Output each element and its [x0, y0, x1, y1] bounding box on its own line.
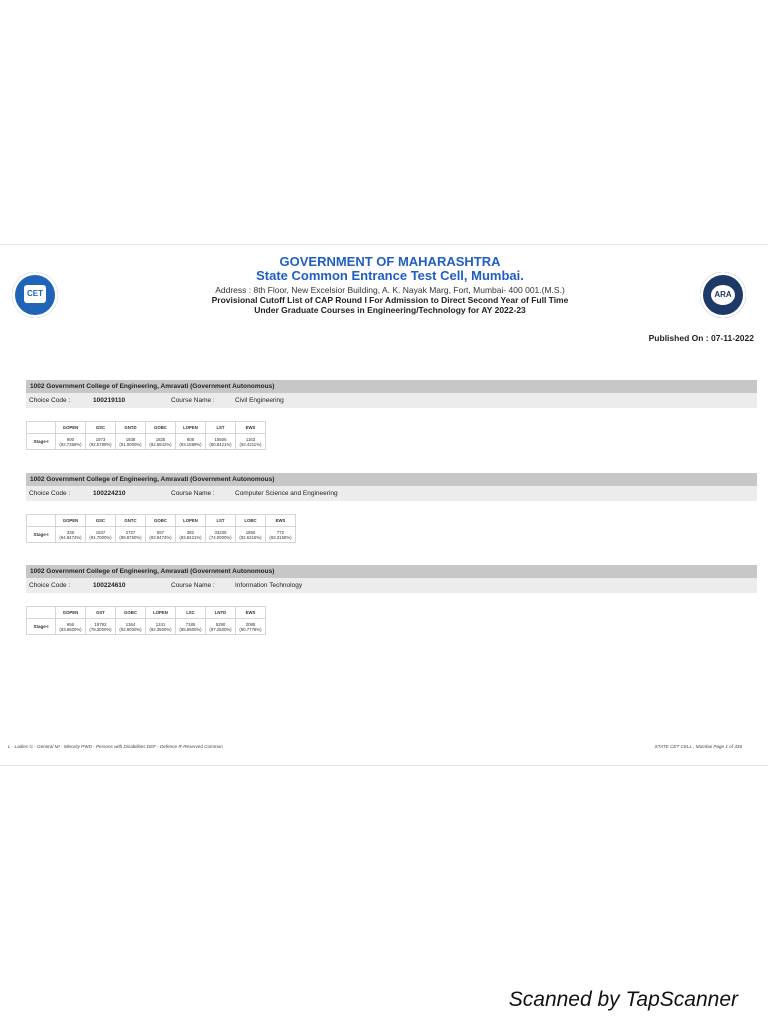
cutoff-percent: (91.0000%) — [119, 441, 142, 447]
cutoff-rank: 19792 — [94, 621, 107, 627]
cutoff-cell — [86, 527, 116, 543]
cutoff-rank: 2727 — [125, 529, 136, 535]
cutoff-percent: (92.5789%) — [89, 441, 112, 447]
cutoff-cell — [56, 619, 86, 635]
category-header: GST — [86, 607, 116, 619]
cutoff-rank: 656 — [66, 621, 75, 627]
choice-code-value: 100219110 — [93, 397, 126, 404]
footer-page-info: STATE CET CELL , Mumbai Page 1 of 436 — [654, 744, 742, 749]
cutoff-percent: (92.3500%) — [149, 626, 172, 632]
cutoff-rank: 772 — [276, 529, 285, 535]
category-header: GOBC — [116, 607, 146, 619]
cutoff-cell — [236, 527, 266, 543]
footer-legend: L - Ladies G - General MI - Minority PWD - Persons with Disabilities DEF - Defence R-Reserved Common — [8, 744, 223, 749]
cutoff-rank: 1873 — [95, 436, 106, 442]
cutoff-rank: 15506 — [214, 436, 227, 442]
cutoff-percent: (92.7368%) — [59, 441, 82, 447]
cet-cell-logo — [12, 272, 58, 318]
choice-code-label: Choice Code : — [29, 397, 71, 404]
published-date: Published On : 07-11-2022 — [648, 333, 754, 343]
cutoff-cell — [206, 619, 236, 635]
table-header-row — [27, 422, 266, 434]
cutoff-cell — [86, 434, 116, 450]
course-name-value: Civil Engineering — [235, 397, 284, 404]
category-header: GOPEN — [56, 607, 86, 619]
cutoff-percent: (92.9000%) — [119, 626, 142, 632]
cutoff-cell — [116, 619, 146, 635]
category-header: EWS — [266, 515, 296, 527]
stage-label: Stage-I — [27, 527, 56, 543]
category-header: LOPEN — [176, 515, 206, 527]
cell-title: State Common Entrance Test Cell, Mumbai. — [256, 268, 524, 283]
cutoff-rank: 1938 — [125, 436, 136, 442]
course-name-value: Computer Science and Engineering — [235, 490, 338, 497]
cutoff-percent: (85.6500%) — [179, 626, 202, 632]
category-header: LST — [206, 422, 236, 434]
category-header: GNTD — [116, 422, 146, 434]
cutoff-cell — [176, 619, 206, 635]
table-header-row — [27, 515, 296, 527]
cutoff-rank: 1364 — [125, 621, 136, 627]
cutoff-rank: 5290 — [215, 621, 226, 627]
document-page — [0, 244, 768, 766]
cutoff-percent: (93.8421%) — [179, 534, 202, 540]
cutoff-cell — [176, 527, 206, 543]
address-line: Address : 8th Floor, New Excelsior Building, A. K. Nayak Marg, Fort, Mumbai- 400 001.(M.S.) — [215, 285, 565, 295]
cutoff-cell — [206, 527, 236, 543]
category-header: GNTC — [116, 515, 146, 527]
category-header: GOPEN — [56, 422, 86, 434]
cutoff-percent: (74.0000%) — [209, 534, 232, 540]
cutoff-percent: (89.8750%) — [119, 534, 142, 540]
cutoff-rank: 382 — [186, 529, 195, 535]
cutoff-percent: (79.3000%) — [89, 626, 112, 632]
ara-logo — [700, 272, 746, 318]
cutoff-percent: (93.1588%) — [179, 441, 202, 447]
choice-row — [26, 486, 757, 501]
cutoff-percent: (92.4211%) — [239, 441, 262, 447]
cutoff-percent: (94.9474%) — [59, 534, 82, 540]
cutoff-cell — [56, 434, 86, 450]
cutoff-rank: 1241 — [155, 621, 166, 627]
cutoff-cell — [236, 434, 266, 450]
choice-row — [26, 578, 757, 593]
category-header: LOPEN — [146, 607, 176, 619]
government-title: GOVERNMENT OF MAHARASHTRA — [279, 254, 501, 269]
cutoff-rank: 808 — [186, 436, 195, 442]
choice-code-value: 100224610 — [93, 582, 126, 589]
category-header: GSC — [86, 515, 116, 527]
category-header: EWS — [236, 422, 266, 434]
cutoff-cell — [56, 527, 86, 543]
category-header: LOPEN — [176, 422, 206, 434]
category-header: GOBC — [146, 515, 176, 527]
category-header: LOBC — [236, 515, 266, 527]
cutoff-block — [26, 473, 757, 540]
cutoff-cell — [146, 619, 176, 635]
category-header: EWS — [236, 607, 266, 619]
cutoff-rank: 1537 — [95, 529, 106, 535]
cutoff-rank: 557 — [156, 529, 165, 535]
choice-code-label: Choice Code : — [29, 490, 71, 497]
college-name: 1002 Government College of Engineering, Amravati (Government Autonomous) — [26, 473, 757, 486]
cutoff-percent: (92.6316%) — [239, 534, 262, 540]
cutoff-percent: (87.2500%) — [209, 626, 232, 632]
cutoff-rank: 336 — [66, 529, 75, 535]
cutoff-rank: 1850 — [245, 529, 256, 535]
category-header: GOPEN — [56, 515, 86, 527]
cutoff-percent: (93.3158%) — [269, 534, 292, 540]
cutoff-rank: 1825 — [155, 436, 166, 442]
list-title-line1: Provisional Cutoff List of CAP Round I For Admission to Direct Second Year of Full Time — [211, 295, 569, 305]
cutoff-cell — [116, 527, 146, 543]
cutoff-table — [26, 514, 296, 543]
empty-header-cell — [27, 607, 56, 619]
cutoff-cell — [266, 527, 296, 543]
category-header: LNTD — [206, 607, 236, 619]
cutoff-rank: 33235 — [214, 529, 227, 535]
cutoff-block — [26, 565, 757, 632]
table-header-row — [27, 607, 266, 619]
category-header: LSC — [176, 607, 206, 619]
cutoff-percent: (91.7000%) — [89, 534, 112, 540]
cutoff-percent: (93.6500%) — [59, 626, 82, 632]
college-name: 1002 Government College of Engineering, Amravati (Government Autonomous) — [26, 380, 757, 393]
course-name-label: Course Name : — [171, 582, 215, 589]
choice-code-value: 100224210 — [93, 490, 126, 497]
cutoff-cell — [86, 619, 116, 635]
college-name: 1002 Government College of Engineering, Amravati (Government Autonomous) — [26, 565, 757, 578]
table-row — [27, 619, 266, 635]
ara-logo-text: ARA — [711, 285, 735, 305]
stage-label: Stage-I — [27, 619, 56, 635]
choice-row — [26, 393, 757, 408]
stage-label: Stage-I — [27, 434, 56, 450]
course-name-value: Information Technology — [235, 582, 303, 589]
cutoff-percent: (80.8421%) — [209, 441, 232, 447]
cutoff-rank: 2085 — [245, 621, 256, 627]
document-header — [120, 255, 660, 315]
cutoff-percent: (93.9474%) — [149, 534, 172, 540]
cutoff-percent: (90.7778%) — [239, 626, 262, 632]
cutoff-percent: (92.6842%) — [149, 441, 172, 447]
cutoff-rank: 1163 — [245, 436, 256, 442]
list-title-line2: Under Graduate Courses in Engineering/Technology for AY 2022-23 — [254, 305, 526, 315]
cutoff-cell — [206, 434, 236, 450]
cutoff-cell — [116, 434, 146, 450]
scanner-watermark: Scanned by TapScanner — [508, 988, 738, 1011]
category-header: LST — [206, 515, 236, 527]
cutoff-table — [26, 606, 266, 635]
cutoff-cell — [146, 527, 176, 543]
empty-header-cell — [27, 422, 56, 434]
cutoff-cell — [176, 434, 206, 450]
cutoff-cell — [236, 619, 266, 635]
empty-header-cell — [27, 515, 56, 527]
choice-code-label: Choice Code : — [29, 582, 71, 589]
cutoff-block — [26, 380, 757, 447]
table-row — [27, 434, 266, 450]
table-row — [27, 527, 296, 543]
category-header: GSC — [86, 422, 116, 434]
cutoff-rank: 7185 — [185, 621, 196, 627]
course-name-label: Course Name : — [171, 490, 215, 497]
cet-logo-text: CET — [24, 285, 46, 303]
cutoff-table — [26, 421, 266, 450]
course-name-label: Course Name : — [171, 397, 215, 404]
cutoff-cell — [146, 434, 176, 450]
category-header: GOBC — [146, 422, 176, 434]
cutoff-rank: 900 — [66, 436, 75, 442]
